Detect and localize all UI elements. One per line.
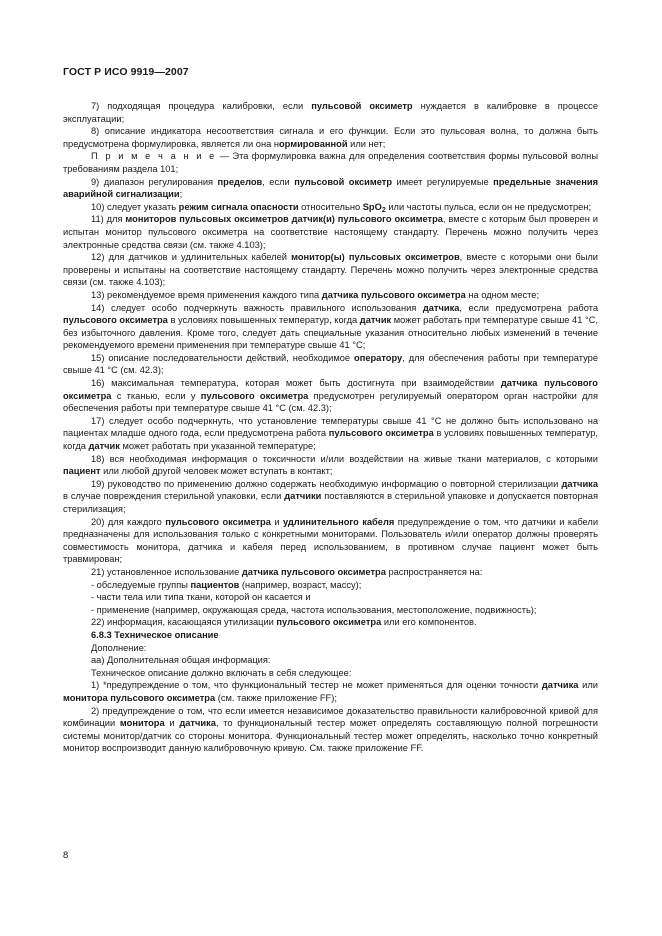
paragraph xyxy=(63,201,598,214)
bold-term: датчика xyxy=(422,302,460,313)
body-text xyxy=(63,100,598,755)
paragraph xyxy=(63,516,598,566)
text-run: распространяется на: xyxy=(385,566,483,577)
paragraph xyxy=(63,453,598,478)
bold-term: пульсового оксиметра xyxy=(200,390,309,401)
bold-term: датчика xyxy=(561,478,598,489)
text-run: , если xyxy=(262,176,295,187)
list-item xyxy=(63,579,598,592)
list-item xyxy=(63,604,598,617)
paragraph xyxy=(63,415,598,453)
bold-term: датчика пульсового оксиметра xyxy=(63,378,598,401)
text-run: - применение (например, окружающая среда, частота использования, местоположение, подвижность); xyxy=(91,604,537,615)
text-run: 22) информация, касающаяся утилизации xyxy=(91,617,277,628)
section-heading xyxy=(63,629,598,642)
bold-term: датчика xyxy=(179,718,216,729)
paragraph xyxy=(63,213,598,251)
text-run: 8) описание индикатора несоответствия сигнала и его функции. Если это пульсовая волна, то должна быть предусмотрена формулировка, является ли она н xyxy=(63,126,598,149)
text-run: может работать при температуре свыше 41 °С, без избыточного давления. Кроме того, следует дать специальные указания относительно любых изменений в течение рекомендуемого времени применения при температуре свыше 41 °С; xyxy=(63,315,598,351)
text-run: поставляются в стерильной упаковке и допускается повторная стерилизация; xyxy=(63,491,598,514)
text-run: П р и м е ч а н и е xyxy=(91,151,217,162)
bold-term: пульсового оксиметра xyxy=(276,617,382,628)
paragraph xyxy=(63,176,598,201)
bold-term: пульсового оксиметра xyxy=(63,315,168,326)
text-run: предупреждение о том, что датчики и кабели предназначены для использования только с конкретными мониторами. Пользователь и/или оператор должны проверять совместимость монитора, датчика и кабеля перед использованием, в противном случае пациент может быть травмирован; xyxy=(63,516,599,565)
text-run: 1) *предупреждение о том, что функциональный тестер не может применяться для оценки точности xyxy=(91,680,542,691)
text-run: и xyxy=(164,718,180,729)
text-run: , то функциональный тестер может определять составляющую полной погрешности системы монитор/датчик со стороны монитора. Функциональный тестер может определять, насколько точно конкретный монитор воспроизводит данную калибровочную кривую. См. также приложение FF. xyxy=(63,718,599,754)
text-run: в условиях повышенных температур, когда xyxy=(63,428,598,452)
text-run: 20) для каждого xyxy=(91,516,166,527)
bold-term: пульсовой оксиметр xyxy=(311,101,413,111)
paragraph xyxy=(63,302,598,352)
paragraph xyxy=(63,289,598,302)
bold-term: 6.8.3 Техническое описание xyxy=(91,629,219,640)
bold-term: датчика xyxy=(541,680,579,691)
text-run: в случае повреждения стерильной упаковки, если xyxy=(63,491,285,502)
paragraph xyxy=(63,352,598,377)
bold-term: датчик xyxy=(88,441,120,452)
bold-term: 2 xyxy=(381,206,386,214)
text-run: или любой другой человек может вступать в контакт; xyxy=(100,466,333,477)
text-run: может работать при указанной температуре; xyxy=(119,441,316,452)
text-run: Дополнение: xyxy=(91,642,147,653)
text-run: 15) описание последовательности действий, необходимое xyxy=(91,352,355,363)
text-run: или xyxy=(578,680,598,691)
paragraph xyxy=(63,377,598,415)
note-paragraph xyxy=(63,150,598,175)
text-run: 13) рекомендуемое время применения каждого типа xyxy=(91,289,322,300)
text-run: , если предусмотрена работа xyxy=(459,302,598,313)
bold-term: датчика пульсового оксиметра xyxy=(241,566,386,577)
bold-term: монитор(ы) пульсовых оксиметров xyxy=(291,252,460,263)
paragraph xyxy=(63,251,598,289)
text-run: предусмотрен регулируемый оператором орган настройки для обеспечения работы при температуре свыше 41 °С (см. 42.3); xyxy=(63,390,599,414)
page-number: 8 xyxy=(63,850,69,861)
text-run: 21) установленное использование xyxy=(91,566,242,577)
text-run: 19) руководство по применению должно содержать необходимую информацию о повторной стерилизации xyxy=(91,478,562,489)
bold-term: удлинительного кабеля xyxy=(282,516,395,527)
text-run: (например, возраст, массу); xyxy=(239,579,362,590)
bold-term: датчик xyxy=(359,315,392,326)
paragraph xyxy=(63,642,598,655)
document-header: ГОСТ Р ИСО 9919—2007 xyxy=(63,66,189,78)
text-run: 7) подходящая процедура калибровки, если xyxy=(91,101,312,111)
text-run: - части тела или типа ткани, которой он касается и xyxy=(91,592,311,603)
bold-term: пульсового оксиметра xyxy=(328,428,434,439)
text-run: на одном месте; xyxy=(465,289,540,300)
bold-term: предельные значения аварийной сигнализации xyxy=(63,176,598,200)
paragraph xyxy=(63,654,598,667)
paragraph xyxy=(63,679,598,704)
text-run: относительно xyxy=(298,201,363,212)
bold-term: пациентов xyxy=(190,579,240,590)
text-run: 2) предупреждение о том, что если имеется независимое доказательство правильности калибровочной кривой для комбинации xyxy=(63,705,598,729)
text-run: , для обеспечения работы при температуре свыше 41 °С (см. 42.3); xyxy=(63,352,598,376)
text-run: 18) вся необходимая информация о токсичности и/или воздействии на живые ткани материалов, с которыми xyxy=(91,453,598,464)
bold-term: режим сигнала опасности xyxy=(178,201,299,212)
bold-term: ормированной xyxy=(278,138,348,149)
paragraph xyxy=(63,478,598,516)
paragraph xyxy=(63,705,598,755)
bold-term: пульсового оксиметра xyxy=(165,516,271,527)
paragraph xyxy=(63,616,598,629)
text-run: , вместе с которым был проверен и испытан монитор пульсового оксиметра на соответствие настоящему стандарту. Перечень можно получить через электронные средства связи (см. также 4.103); xyxy=(63,214,598,250)
text-run: или его компонентов. xyxy=(381,617,477,628)
text-run: 14) следует особо подчеркнуть важность правильного использования xyxy=(91,302,423,313)
text-run: в условиях повышенных температур, когда xyxy=(167,315,360,326)
text-run: Техническое описание должно включать в себя следующее: xyxy=(91,667,352,678)
text-run: нуждается в калибровке в процессе эксплуатации; xyxy=(63,101,599,124)
text-run: 9) диапазон регулирования xyxy=(91,176,218,187)
bold-term: датчики xyxy=(284,491,322,502)
bold-term: пределов xyxy=(217,176,263,187)
text-run: (см. также приложение FF); xyxy=(215,692,337,703)
bold-term: монитора xyxy=(119,718,165,729)
text-run: , вместе с которыми они были проверены и испытаны на соответствие настоящему стандарту. Перечень можно получить через электронные средства связи (см. также 4.103); xyxy=(63,252,598,288)
text-run: — Эта формулировка важна для определения соответствия формы пульсовой волны требованиям раздела 101; xyxy=(63,151,598,174)
list-item xyxy=(63,591,598,604)
text-run: или частоты пульса, если он не предусмотрен; xyxy=(385,201,592,212)
bold-term: монитора пульсового оксиметра xyxy=(63,692,216,703)
bold-term: мониторов пульсовых оксиметров датчик(и) пульсового оксиметра xyxy=(125,214,443,225)
bold-term: датчика пульсового оксиметра xyxy=(321,289,466,300)
text-run: имеет регулируемые xyxy=(392,176,494,187)
text-run: 17) следует особо подчеркнуть, что установление температуры свыше 41 °С не должно быть использовано на пациентах младше одного года, если предусмотрена работа xyxy=(63,415,598,439)
bold-term: пациент xyxy=(63,466,101,477)
paragraph xyxy=(63,100,598,125)
text-run: или нет; xyxy=(347,138,386,149)
text-run: 16) максимальная температура, которая может быть достигнута при взаимодействии xyxy=(91,378,501,389)
text-run: 12) для датчиков и удлинительных кабелей xyxy=(91,252,292,263)
text-run: - обследуемые группы xyxy=(91,579,191,590)
paragraph xyxy=(63,125,598,150)
paragraph xyxy=(63,566,598,579)
text-run: с тканью, если у xyxy=(111,390,201,401)
bold-term: SpO xyxy=(362,201,382,212)
text-run: 10) следует указать xyxy=(91,201,179,212)
text-run: и xyxy=(270,516,283,527)
paragraph xyxy=(63,667,598,680)
bold-term: оператору xyxy=(354,352,403,363)
text-run: 11) для xyxy=(91,214,126,225)
text-run: ; xyxy=(179,189,183,200)
bold-term: пульсовой оксиметр xyxy=(294,176,393,187)
text-run: аа) Дополнительная общая информация: xyxy=(91,655,271,666)
